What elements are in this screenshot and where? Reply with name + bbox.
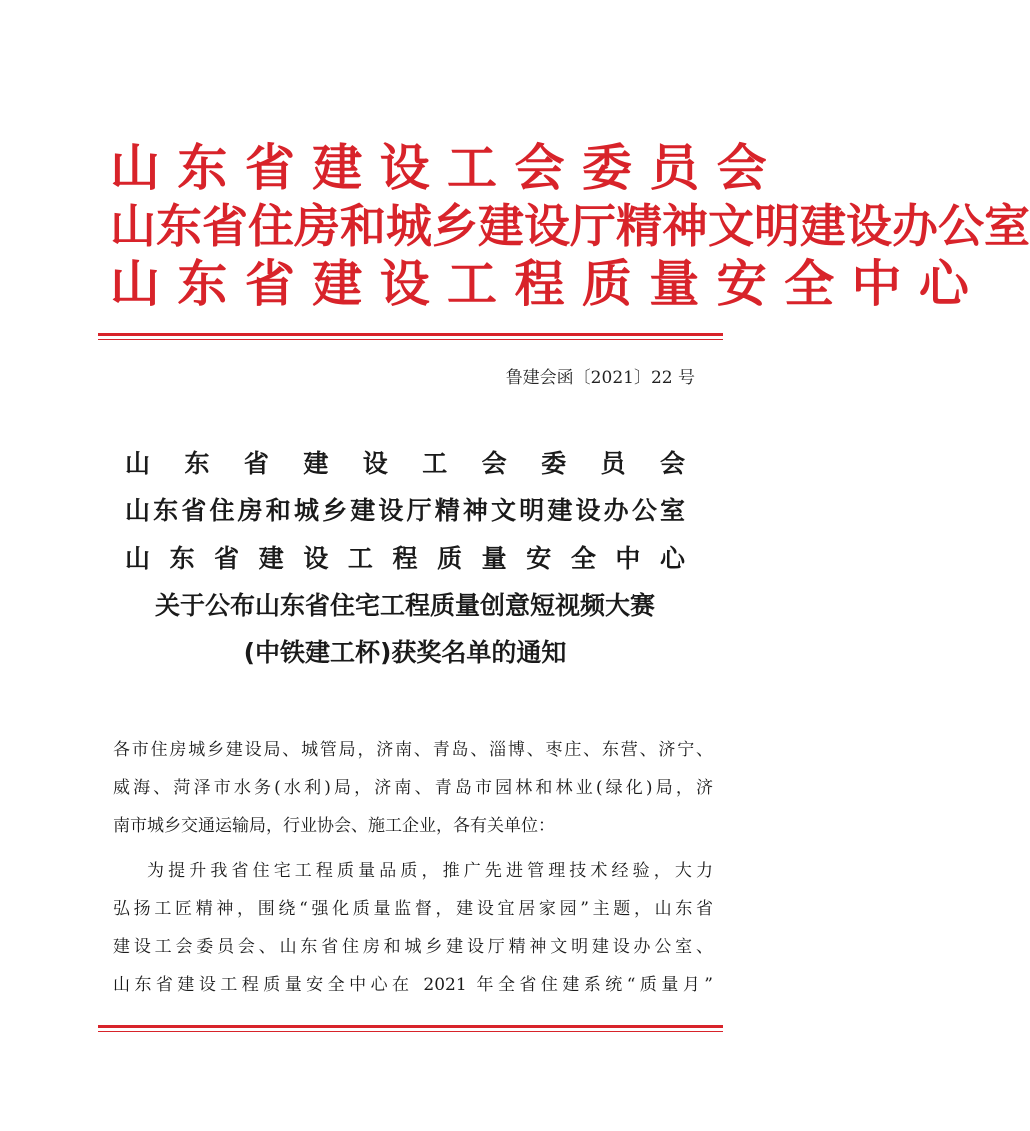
header-org-3: 山 东 省 建 设 工 程 质 量 安 全 中 心 (110, 255, 969, 313)
body-line: 山东省建设工程质量安全中心在 2021 年全省住建系统“质量月” (113, 975, 713, 995)
header-red-rule-thin (98, 339, 723, 340)
body-line: 南市城乡交通运输局，行业协会、施工企业，各有关单位： (113, 816, 555, 836)
title-line-2: 山东省住房和城乡建设厅精神文明建设办公室 (125, 496, 685, 525)
title-line-1: 山 东 省 建 设 工 会 委 员 会 (125, 449, 685, 478)
title-line-3: 山 东 省 建 设 工 程 质 量 安 全 中 心 (125, 544, 685, 573)
title-line-4: 关于公布山东省住宅工程质量创意短视频大赛 (154, 591, 655, 620)
body-line: 弘扬工匠精神，围绕“强化质量监督，建设宜居家园”主题，山东省 (113, 899, 713, 919)
intro-paragraph (113, 852, 713, 1004)
footer-red-rule-thick (98, 1025, 723, 1028)
title-line-5: (中铁建工杯)获奖名单的通知 (243, 638, 567, 667)
body-line: 各市住房城乡建设局、城管局，济南、青岛、淄博、枣庄、东营、济宁、 (113, 740, 713, 760)
footer-red-rule-thin (98, 1031, 723, 1032)
header-org-1: 山 东 省 建 设 工 会 委 员 会 (110, 139, 767, 197)
body-line: 威海、菏泽市水务(水利)局，济南、青岛市园林和林业(绿化)局，济 (113, 778, 713, 798)
document-number: 鲁建会函〔2021〕22 号 (505, 368, 695, 388)
header-org-2: 山东省住房和城乡建设厅精神文明建设办公室 (110, 199, 1030, 253)
body-line: 为提升我省住宅工程质量品质，推广先进管理技术经验，大力 (147, 861, 713, 881)
addressee-paragraph (113, 731, 713, 845)
body-line: 建设工会委员会、山东省住房和城乡建设厅精神文明建设办公室、 (113, 937, 713, 957)
header-red-rule-thick (98, 333, 723, 336)
